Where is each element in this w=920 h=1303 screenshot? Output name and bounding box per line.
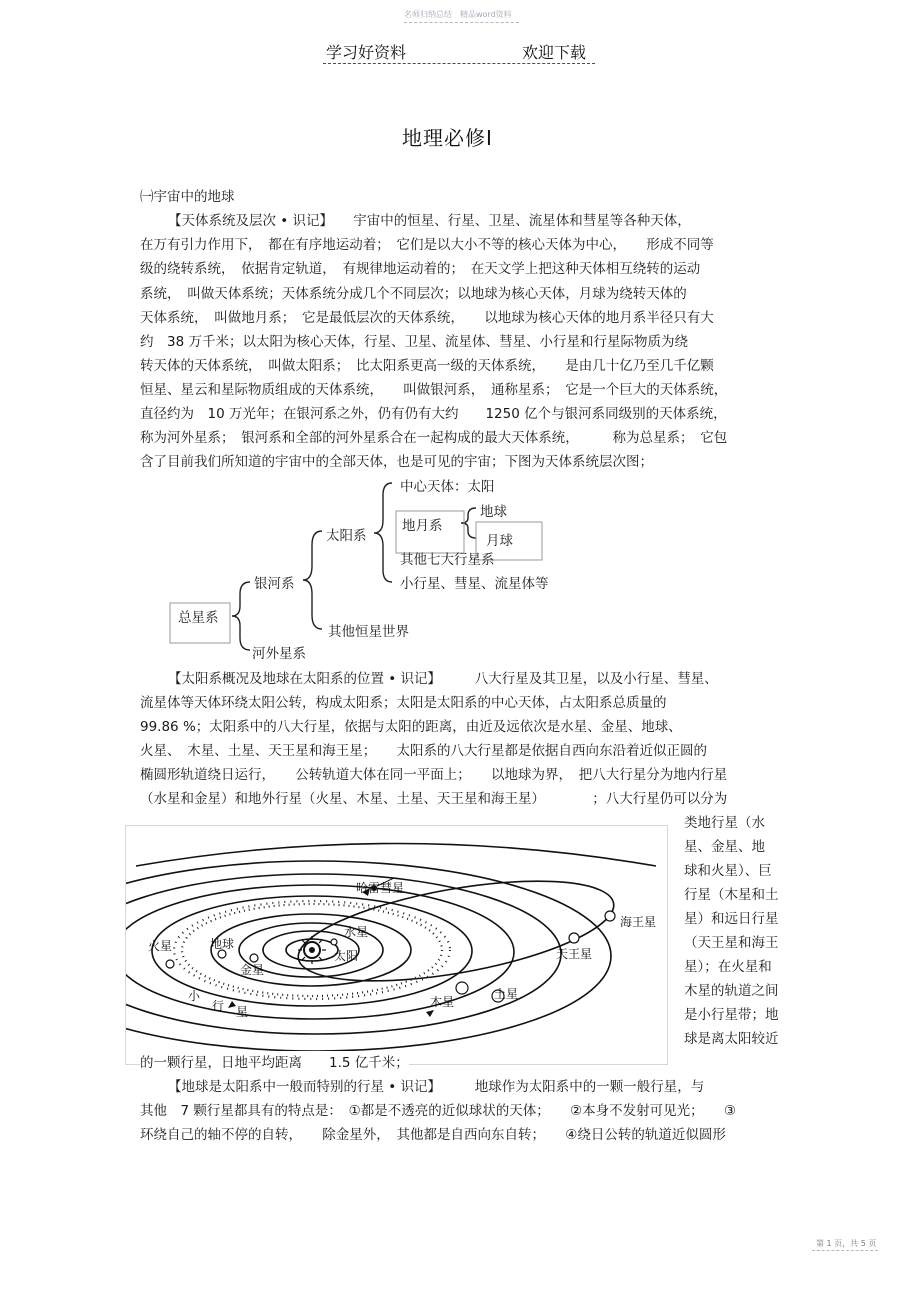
side-text-line: 是小行星带；地	[684, 1007, 779, 1023]
solar-system-figure	[125, 825, 668, 1065]
side-text-line: 星、金星、地	[684, 839, 765, 855]
label-neptune: 海王星	[620, 915, 657, 929]
side-text-line: 球和火星）、巨	[684, 863, 772, 879]
side-text-line: 星）和远日行星	[684, 911, 779, 927]
text-line: 火星、 木星、土星、天王星和海王星； 太阳系的八大行星都是依据自西向东沿着近似正圆的	[140, 743, 707, 759]
side-text-line: 类地行星（水	[684, 815, 765, 831]
planet-uranus	[569, 933, 579, 943]
arrow-belt	[228, 1001, 236, 1008]
node-solar-system: 太阳系	[326, 528, 367, 544]
node-other-planets: 其他七大行星系	[400, 552, 495, 568]
text-line: 在万有引力作用下， 都在有序地运动着； 它们是以大小不等的核心天体为中心， 形成不同等	[140, 237, 714, 253]
text-line: 【地球是太阳系中一般而特别的行星 • 识记】 地球作为太阳系中的一颗一般行星，与	[168, 1079, 705, 1095]
side-text-line: （天王星和海王	[684, 935, 779, 951]
node-small-bodies: 小行星、彗星、流星体等	[400, 576, 549, 592]
side-text-line: 星）；在火星和	[684, 959, 772, 975]
node-earth: 地球	[480, 504, 507, 520]
text-line: 称为河外星系； 银河系和全部的河外星系合在一起构成的最大天体系统， 称为总星系； 它包	[140, 430, 728, 446]
orbit-halley	[291, 862, 621, 1000]
sun-symbol	[298, 936, 326, 964]
planet-earth	[218, 950, 226, 958]
text-line: 的一颗行星，日地平均距离 1.5 亿千米；	[140, 1051, 409, 1071]
side-text-line: 行星（木星和土	[684, 887, 779, 903]
watermark-left: 名师归纳总结	[404, 10, 452, 19]
text-line: 椭圆形轨道绕日运行， 公转轨道大体在同一平面上； 以地球为界， 把八大行星分为地内行星	[140, 767, 728, 783]
node-center-body: 中心天体：太阳	[400, 479, 495, 495]
text-line: 99.86 %；太阳系中的八大行星，依据与太阳的距离，由近及远依次是水星、金星、地球、	[140, 719, 682, 735]
planet-jupiter	[456, 982, 468, 994]
text-line: 天体系统， 叫做地月系； 它是最低层次的天体系统， 以地球为核心天体的地月系半径只有大	[140, 310, 714, 326]
page-title: 地理必修Ⅰ	[402, 126, 493, 150]
node-other-stars: 其他恒星世界	[328, 624, 409, 640]
brace-galaxy	[303, 531, 322, 629]
label-uranus: 天王星	[556, 947, 593, 961]
node-universe: 总星系	[178, 610, 219, 626]
text-line: （水星和金星）和地外行星（火星、木星、土星、天王星和海王星） ；八大行星仍可以分为	[140, 791, 728, 807]
planet-mars	[166, 960, 174, 968]
text-line: 流星体等天体环绕太阳公转，构成太阳系；太阳是太阳系的中心天体，占太阳系总质量的	[140, 695, 667, 711]
side-text-line: 球是离太阳较近	[684, 1031, 779, 1047]
label-halley: 哈雷彗星	[356, 881, 405, 895]
node-moon: 月球	[486, 533, 513, 549]
brace-solar	[374, 483, 392, 582]
text-line: 级的绕转系统， 依据肯定轨道， 有规律地运动着的； 在天文学上把这种天体相互绕转的运动	[140, 261, 701, 277]
text-line: 恒星、星云和星际物质组成的天体系统， 叫做银河系， 通称星系； 它是一个巨大的天体系统，	[140, 382, 728, 398]
page-number: 第 1 页，共 5 页	[816, 1239, 877, 1248]
planet-venus	[250, 954, 258, 962]
text-line: 【太阳系概况及地球在太阳系的位置 • 识记】 八大行星及其卫星，以及小行星、彗星、	[168, 671, 718, 687]
watermark-right: 精品word资料	[460, 10, 512, 19]
label-belt-2: 行	[212, 999, 225, 1013]
side-text-line: 木星的轨道之间	[684, 983, 779, 999]
brace-earth-moon	[461, 508, 476, 538]
label-sun: 太阳	[334, 949, 359, 963]
text-line: 直径约为 10 万光年；在银河系之外，仍有仍有大约 1250 亿个与银河系同级别的天体系统，	[140, 406, 727, 422]
text-line: 【天体系统及层次 • 识记】 宇宙中的恒星、行星、卫星、流星体和彗星等各种天体，	[168, 213, 691, 229]
label-venus: 金星	[240, 963, 265, 977]
text-line: 约 38 万千米；以太阳为核心天体，行星、卫星、流星体、彗星、小行星和行星际物质为绕	[140, 334, 688, 350]
text-line: 系统， 叫做天体系统；天体系统分成几个不同层次；以地球为核心天体，月球为绕转天体的	[140, 286, 687, 302]
outer-orbit-arc	[136, 844, 656, 867]
label-saturn: 土星	[494, 987, 519, 1001]
orbit-diagram	[126, 826, 667, 1064]
header-right: 欢迎下载	[522, 43, 587, 62]
planet-neptune	[605, 911, 615, 921]
footer-divider	[812, 1250, 878, 1251]
label-belt-1: 小	[188, 989, 201, 1003]
label-earth: 地球	[210, 937, 235, 951]
text-line: 含了目前我们所知道的宇宙中的全部天体，也是可见的宇宙；下图为天体系统层次图；	[140, 454, 653, 470]
node-extragalactic: 河外星系	[252, 646, 306, 662]
text-line: 其他 7 颗行星都具有的特点是： ①都是不透亮的近似球状的天体； ②本身不发射可见光； ③	[140, 1103, 736, 1119]
node-earth-moon: 地月系	[402, 518, 443, 534]
label-jupiter: 木星	[430, 995, 455, 1009]
arrow-jupiter	[426, 1010, 434, 1017]
planet-mercury	[331, 939, 337, 945]
node-milky-way: 银河系	[254, 576, 295, 592]
label-mars: 火星	[148, 939, 173, 953]
section-heading: ㈠宇宙中的地球	[140, 189, 235, 205]
header-left: 学习好资料	[326, 43, 407, 62]
text-line: 转天体的天体系统， 叫做太阳系； 比太阳系更高一级的天体系统， 是由几十亿乃至几千亿颗	[140, 358, 714, 374]
label-mercury: 水星	[344, 925, 369, 939]
label-belt-3: 星	[236, 1005, 249, 1019]
brace-root	[232, 582, 250, 650]
text-line: 环绕自己的轴不停的自转， 除金星外， 其他都是自西向东自转； ④绕日公转的轨道近似圆形	[140, 1127, 726, 1143]
